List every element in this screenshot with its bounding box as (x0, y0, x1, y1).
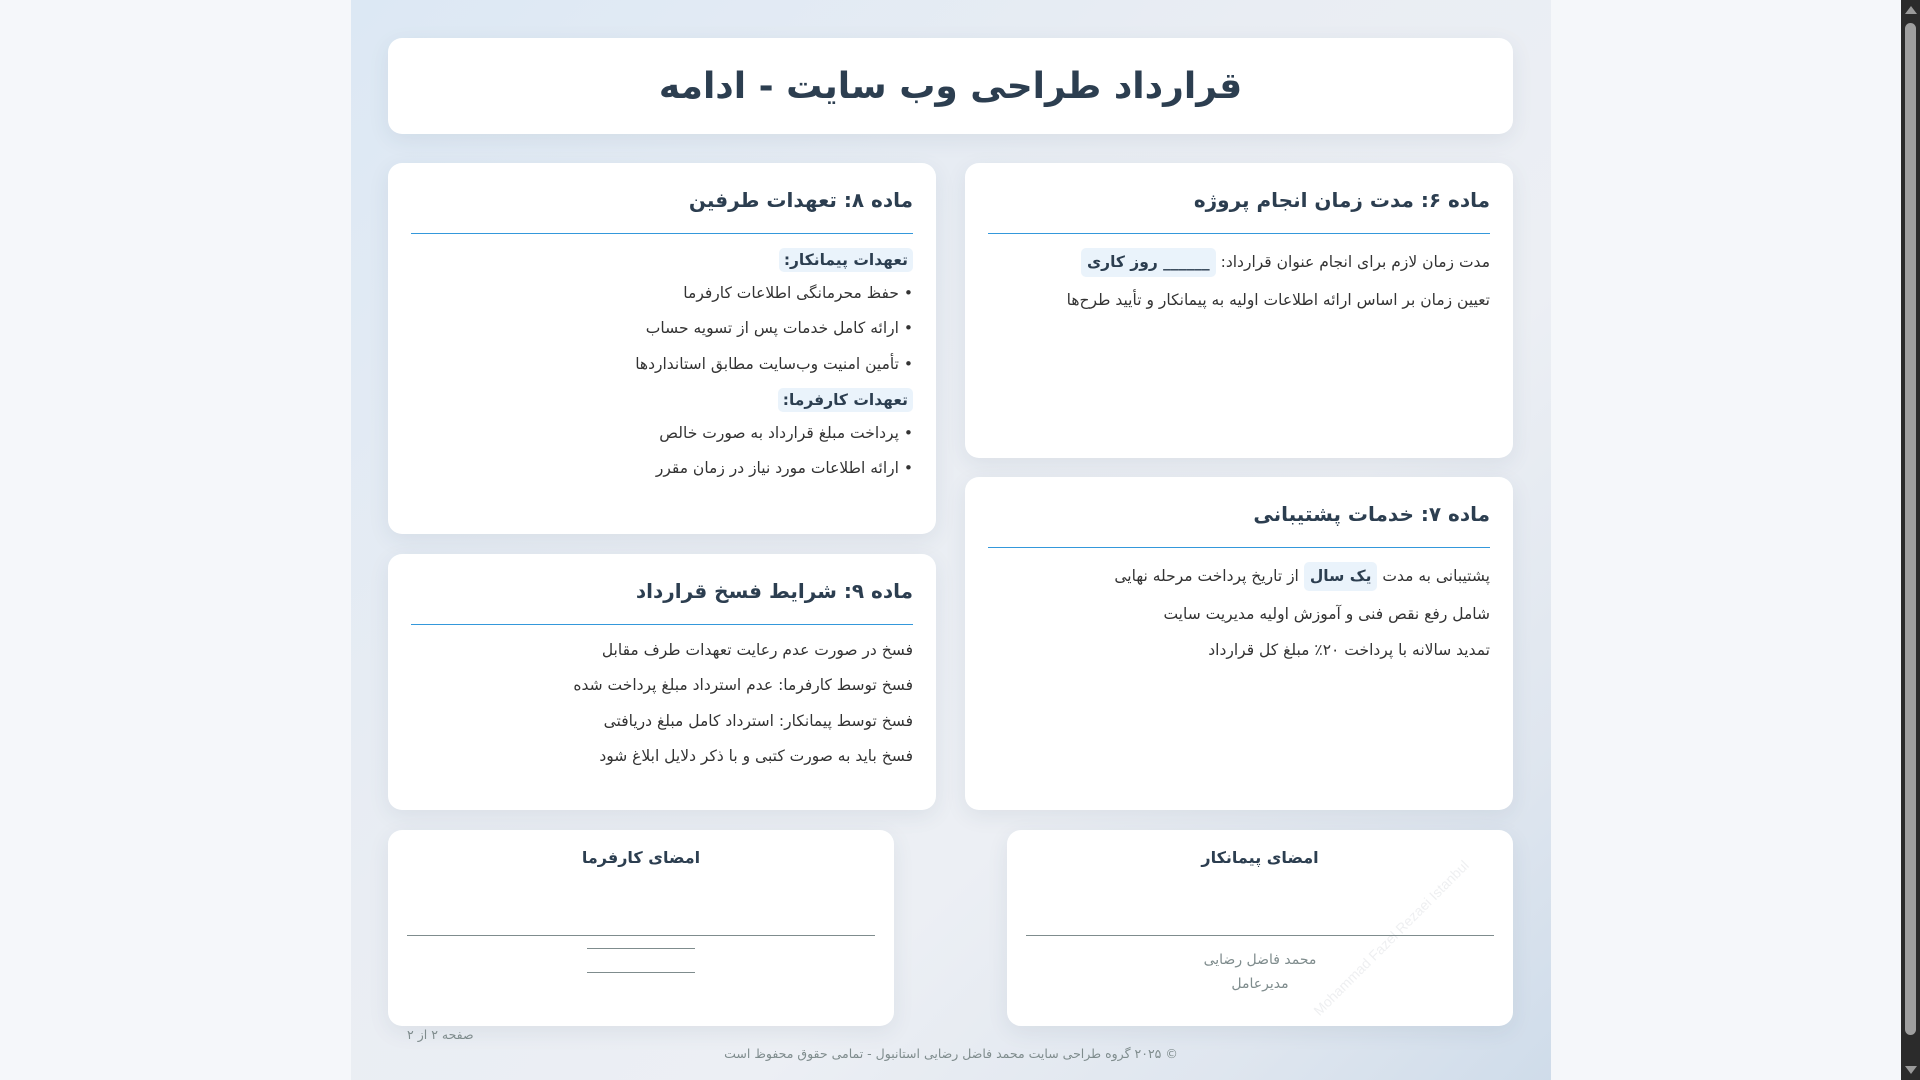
list-item: • ارائه کامل خدمات پس از تسویه حساب (645, 319, 913, 338)
article-7-line-1 (988, 562, 1490, 591)
client-obligations-list (411, 422, 913, 481)
list-item: • حفظ محرمانگی اطلاعات کارفرما (683, 284, 913, 302)
article-6-line-2: تعیین زمان بر اساس ارائه اطلاعات اولیه به پیمانکار و تأیید طرح‌ها (1066, 291, 1490, 310)
scroll-down-arrow-icon[interactable] (1905, 1066, 1917, 1074)
article-6-heading: ماده ۶: مدت زمان انجام پروژه (988, 185, 1490, 234)
scrollbar-thumb[interactable] (1905, 23, 1916, 1035)
client-obligations-title: تعهدات کارفرما: (778, 388, 913, 412)
contractor-name: محمد فاضل رضایی (1203, 952, 1317, 968)
client-name-blank (587, 948, 695, 949)
client-role-blank (587, 972, 695, 973)
list-item: • تأمین امنیت وب‌سایت مطابق استانداردها (635, 354, 913, 373)
signature-line (1026, 935, 1494, 936)
article-7-heading: ماده ۷: خدمات پشتیبانی (988, 499, 1490, 548)
list-item: • پرداخت مبلغ قرارداد به صورت خالص (659, 423, 913, 442)
vertical-scrollbar[interactable] (1901, 0, 1920, 1080)
client-signature-box (388, 830, 894, 1026)
article-7-card (965, 477, 1513, 810)
contractor-obligations-title: تعهدات پیمانکار: (779, 248, 913, 272)
duration-days-badge: ______ روز کاری (1081, 248, 1216, 277)
contractor-signature-title: امضای پیمانکار (1201, 848, 1319, 867)
copyright-footer: © ۲۰۲۵ گروه طراحی سایت محمد فاضل رضایی استانبول - تمامی حقوق محفوظ است (724, 1046, 1178, 1061)
contractor-obligations-list (411, 282, 913, 376)
article-6-line-1-text: مدت زمان لازم برای انجام عنوان قرارداد: (1220, 253, 1490, 271)
article-6-line-1 (988, 248, 1490, 277)
client-signature-title: امضای کارفرما (581, 848, 701, 867)
list-item: • ارائه اطلاعات مورد نیاز در زمان مقرر (655, 459, 913, 477)
article-8-card (388, 163, 936, 534)
termination-item: فسخ باید به صورت کتبی و با ذکر دلایل ابلاغ شود (599, 746, 913, 765)
contractor-signature-box (1007, 830, 1513, 1026)
termination-item: فسخ توسط پیمانکار: استرداد کامل مبلغ دریافتی (603, 711, 913, 730)
termination-item: فسخ در صورت عدم رعایت تعهدات طرف مقابل (601, 641, 913, 659)
article-8-heading: ماده ۸: تعهدات طرفین (411, 185, 913, 234)
article-9-heading: ماده ۹: شرایط فسخ قرارداد (411, 576, 913, 625)
support-duration-badge: یک سال (1304, 562, 1378, 591)
article-6-card (965, 163, 1513, 458)
scroll-up-arrow-icon[interactable] (1905, 6, 1917, 14)
page-number: صفحه ۲ از ۲ (407, 1027, 474, 1042)
termination-item: فسخ توسط کارفرما: عدم استرداد مبلغ پرداخت شده (573, 676, 913, 695)
title-card (388, 38, 1513, 134)
article-7-line-1-before: پشتیبانی به مدت (1382, 567, 1490, 585)
contractor-role: مدیرعامل (1231, 976, 1289, 992)
article-7-line-2: شامل رفع نقص فنی و آموزش اولیه مدیریت سایت (1163, 605, 1490, 624)
article-7-line-3: تمدید سالانه با پرداخت ۲۰٪ مبلغ کل قرارداد (1208, 640, 1490, 659)
article-9-card (388, 554, 936, 810)
signature-line (407, 935, 875, 936)
page-title: قرارداد طراحی وب سایت - ادامه (658, 65, 1243, 107)
article-7-line-1-after: از تاریخ پرداخت مرحله نهایی (1114, 567, 1299, 585)
contract-page (351, 0, 1551, 1080)
